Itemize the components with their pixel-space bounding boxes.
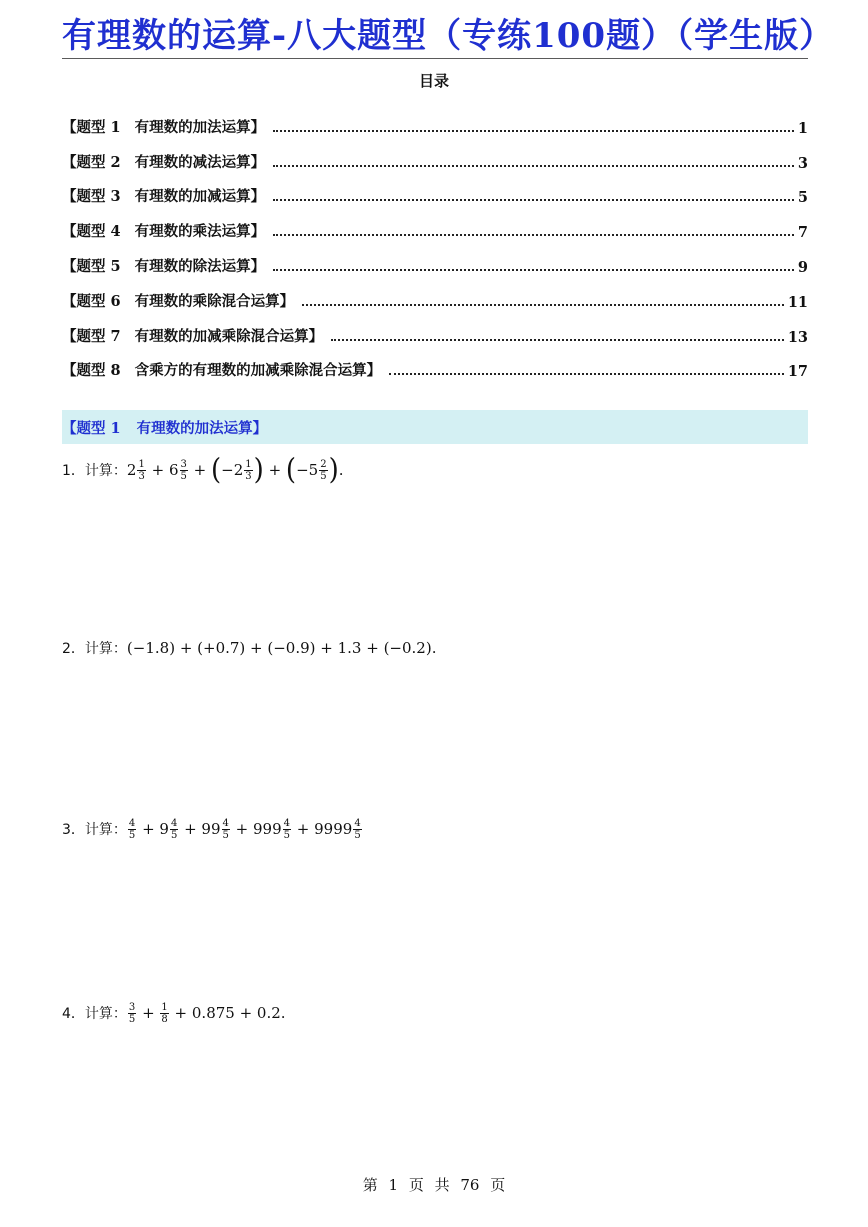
- toc-item[interactable]: [62, 241, 808, 276]
- toc-item-name: 有理数的加减运算】: [134, 189, 266, 206]
- problem-expression: $\frac{4}{5}$ + 9 $\frac{4}{5}$ + 99 $\frac{4}{5}$ + 999 $\frac{4}{5}$ + 9999 $\frac{4}{5}$: [128, 817, 361, 841]
- problem-1: [62, 452, 344, 488]
- toc-item[interactable]: [62, 137, 808, 172]
- toc-leader-dots: [273, 234, 794, 236]
- problem-prefix: 1．计算：: [62, 463, 127, 479]
- toc-item-name: 有理数的除法运算】: [134, 258, 266, 275]
- toc-item[interactable]: [62, 276, 808, 311]
- problem-4: [62, 998, 286, 1028]
- toc-leader-dots: [302, 304, 784, 306]
- toc-item-name: 有理数的加法运算】: [134, 119, 266, 136]
- table-of-contents: [62, 102, 808, 380]
- toc-item-type: 【题型 5: [62, 257, 121, 275]
- toc-item[interactable]: [62, 102, 808, 137]
- toc-heading: 目录: [418, 72, 449, 90]
- toc-item-type: 【题型 1: [62, 118, 121, 136]
- toc-item-name: 有理数的加减乘除混合运算】: [134, 328, 324, 345]
- toc-item-type: 【题型 6: [62, 292, 121, 310]
- toc-leader-dots: [273, 269, 794, 271]
- problem-expression: 2 $\frac{1}{3}$ + 6 $\frac{3}{5}$ + ( −2 $\frac{1}{3}$ ) + ( −5 $\frac{2}{5}$ ) .: [126, 453, 344, 487]
- toc-leader-dots: [389, 373, 784, 375]
- toc-item-page: 11: [787, 293, 808, 311]
- title-underline: [62, 58, 808, 59]
- page-footer: 第 1 页 共 76 页: [362, 1176, 506, 1194]
- toc-item-page: 17: [787, 363, 808, 381]
- section-name: 有理数的加法运算】: [136, 420, 268, 437]
- toc-item[interactable]: [62, 172, 808, 207]
- toc-item-page: 13: [787, 328, 808, 346]
- problem-prefix: 2．计算：: [62, 641, 127, 657]
- problem-prefix: 4．计算：: [62, 1006, 127, 1022]
- toc-item-page: 1: [797, 119, 808, 137]
- toc-item-type: 【题型 8: [62, 362, 121, 380]
- toc-leader-dots: [273, 165, 794, 167]
- toc-item-type: 【题型 4: [62, 223, 121, 241]
- toc-item[interactable]: [62, 311, 808, 346]
- toc-item-type: 【题型 2: [62, 153, 121, 171]
- toc-item-page: 9: [797, 258, 808, 276]
- toc-item[interactable]: [62, 206, 808, 241]
- toc-item-name: 有理数的减法运算】: [134, 154, 266, 171]
- problem-prefix: 3．计算：: [62, 822, 127, 838]
- problem-2: [62, 636, 436, 660]
- toc-item[interactable]: [62, 346, 808, 381]
- toc-item-name: 有理数的乘法运算】: [134, 224, 266, 241]
- toc-item-page: 3: [797, 154, 808, 172]
- toc-item-page: 5: [797, 189, 808, 207]
- section-type: 【题型 1: [62, 419, 121, 437]
- toc-leader-dots: [331, 339, 784, 341]
- toc-item-name: 有理数的乘除混合运算】: [134, 293, 295, 310]
- toc-item-name: 含乘方的有理数的加减乘除混合运算】: [134, 363, 382, 380]
- toc-leader-dots: [273, 199, 794, 201]
- toc-item-type: 【题型 3: [62, 188, 121, 206]
- section-header: [62, 410, 808, 444]
- toc-item-page: 7: [797, 224, 808, 242]
- problem-expression: $\frac{3}{5}$ + $\frac{1}{8}$ + 0.875 + 0.2.: [128, 1001, 286, 1025]
- toc-leader-dots: [273, 130, 794, 132]
- document-title: 有理数的运算-八大题型（专练100题）（学生版）: [62, 16, 835, 56]
- problem-3: [62, 814, 363, 844]
- problem-expression: (−1.8) + (+0.7) + (−0.9) + 1.3 + (−0.2).: [126, 639, 437, 657]
- toc-item-type: 【题型 7: [62, 327, 121, 345]
